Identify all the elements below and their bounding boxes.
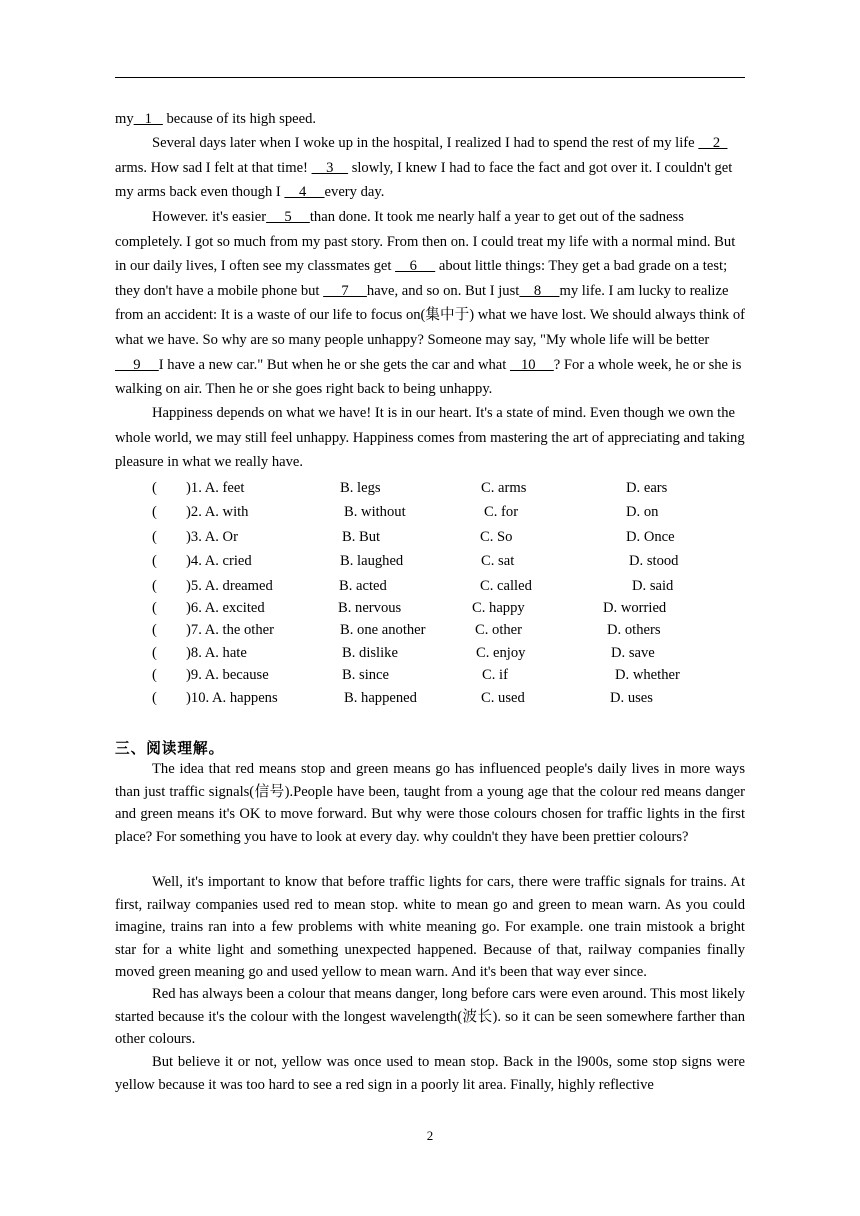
question-8-stem: ( )8. A. hate bbox=[152, 645, 247, 661]
question-8-option-b: B. dislike bbox=[342, 645, 398, 661]
cloze-paragraph-1 bbox=[115, 131, 745, 205]
reading-paragraph-4: But believe it or not, yellow was once used to mean stop. Back in the l900s, some stop signs were yellow because it was too hard to see a red sign in a poorly lit area. Finally, highly reflective bbox=[115, 1054, 745, 1093]
page-number: 2 bbox=[426, 1128, 434, 1143]
question-9-option-d: D. whether bbox=[615, 667, 680, 683]
blank-6: 6 bbox=[395, 258, 436, 275]
text-run: ? For a whole week, he or she is walking on air. Then he or she goes right back to being unhappy. bbox=[115, 356, 742, 398]
blank-7: 7 bbox=[323, 282, 367, 299]
text-run: every day. bbox=[324, 184, 385, 201]
question-7-option-b: B. one another bbox=[340, 622, 426, 638]
question-1-option-d: D. ears bbox=[626, 480, 668, 496]
reading-paragraph-2: Well, it's important to know that before traffic lights for cars, there were traffic signals for trains. At first, railway companies used red to mean stop. white to mean go and green to mean warn. As you could imagine, trains ran into a few problems with white meaning go. For example. one train mistook a bright star for a white light and something unexpected happened. Because of that, railway companies finally moved green meaning go and used yellow to mean warn. And it's been that way ever since. bbox=[115, 874, 745, 981]
section-heading: 三、阅读理解。 bbox=[115, 740, 225, 757]
cloze-paragraph-3: Happiness depends on what we have! It is in our heart. It's a state of mind. Even though we own the whole world, we may still feel unhappy. Happiness comes from mastering the art of appreciating and taking pleasure in what we really have. bbox=[115, 405, 745, 471]
question-5-option-d: D. said bbox=[632, 578, 674, 594]
question-7-option-c: C. other bbox=[475, 622, 523, 638]
question-4-option-b: B. laughed bbox=[340, 553, 404, 569]
text-run: slowly, I knew I had to face the fact and got over it. I couldn't get my arms back even though I bbox=[115, 159, 733, 201]
text-run: about little things: They get a bad grade on a test; they don't have a mobile phone but bbox=[115, 258, 728, 299]
question-1-stem: ( )1. A. feet bbox=[152, 480, 245, 496]
question-9-option-c: C. if bbox=[482, 667, 508, 683]
blank-2: 2 bbox=[698, 135, 728, 151]
question-8-option-c: C. enjoy bbox=[476, 645, 526, 661]
cloze-paragraph-0 bbox=[115, 107, 745, 132]
text-run: I have a new car." But when he or she gets the car and what bbox=[158, 356, 510, 373]
question-2-stem: ( )2. A. with bbox=[152, 504, 249, 520]
question-6-option-d: D. worried bbox=[603, 600, 667, 616]
question-9-stem: ( )9. A. because bbox=[152, 667, 269, 683]
blank-10: 10 bbox=[510, 356, 554, 373]
question-4-option-d: D. stood bbox=[629, 553, 679, 569]
text-run: my life. I am lucky to realize from an accident: It is a waste of our life to focus on(集中于) what we have lost. We should always think of what we have. So why are so many people unhappy? Someone may say, "My whole life will be better bbox=[115, 282, 745, 348]
question-10-option-c: C. used bbox=[481, 690, 525, 706]
question-2-option-d: D. on bbox=[626, 504, 659, 520]
question-5-option-b: B. acted bbox=[339, 578, 387, 594]
question-6-option-c: C. happy bbox=[472, 600, 525, 616]
question-1-option-c: C. arms bbox=[481, 480, 527, 496]
text-run: have, and so on. But I just bbox=[366, 282, 520, 299]
question-5-stem: ( )5. A. dreamed bbox=[152, 578, 273, 594]
text-run: because of its high speed. bbox=[162, 111, 317, 127]
question-3-option-d: D. Once bbox=[626, 529, 675, 545]
question-3-option-b: B. But bbox=[342, 529, 381, 545]
question-10-option-d: D. uses bbox=[610, 690, 653, 706]
question-10-option-b: B. happened bbox=[344, 690, 417, 706]
question-3-option-c: C. So bbox=[480, 529, 513, 545]
cloze-paragraph-2 bbox=[115, 205, 745, 402]
question-3-stem: ( )3. A. Or bbox=[152, 529, 238, 545]
question-7-option-d: D. others bbox=[607, 622, 661, 638]
blank-8: 8 bbox=[519, 282, 560, 299]
question-4-stem: ( )4. A. cried bbox=[152, 553, 252, 569]
text-run: than done. It took me nearly half a year to get out of the sadness completely. I got so much from my past story. From then on. I could treat my life with a normal mind. But in our daily lives, I often see my classmates get bbox=[115, 209, 736, 275]
question-7-stem: ( )7. A. the other bbox=[152, 622, 274, 638]
question-9-option-b: B. since bbox=[342, 667, 390, 683]
question-2-option-b: B. without bbox=[344, 504, 406, 520]
text-run: Several days later when I woke up in the hospital, I realized I had to spend the rest of my life bbox=[152, 135, 699, 151]
blank-5: 5 bbox=[266, 209, 310, 225]
question-1-option-b: B. legs bbox=[340, 480, 381, 496]
question-8-option-d: D. save bbox=[611, 645, 655, 661]
header-rule bbox=[115, 77, 745, 78]
text-run: my bbox=[115, 111, 134, 127]
question-4-option-c: C. sat bbox=[481, 553, 515, 569]
blank-9: 9 bbox=[115, 356, 159, 373]
reading-paragraph-3: Red has always been a colour that means danger, long before cars were even around. This most likely started because it's the colour with the longest wavelength(波长). so it can be seen somewhere farther than other colours. bbox=[115, 986, 745, 1048]
text-run: arms. How sad I felt at that time! bbox=[115, 159, 312, 176]
question-10-stem: ( )10. A. happens bbox=[152, 690, 278, 706]
question-5-option-c: C. called bbox=[480, 578, 532, 594]
question-6-stem: ( )6. A. excited bbox=[152, 600, 265, 616]
question-6-option-b: B. nervous bbox=[338, 600, 402, 616]
question-2-option-c: C. for bbox=[484, 504, 519, 520]
blank-4: 4 bbox=[284, 184, 325, 201]
blank-1: 1 bbox=[133, 111, 163, 127]
text-run: However. it's easier bbox=[152, 209, 267, 225]
reading-paragraph-1: The idea that red means stop and green means go has influenced people's daily lives in more ways than just traffic signals(信号).People have been, taught from a young age that the colour red means danger and green means it's OK to move forward. But why were those colours chosen for traffic lights in the first place? For something you have to look at every day. why couldn't they have been prettier colours? bbox=[115, 761, 745, 845]
blank-3: 3 bbox=[311, 159, 349, 176]
